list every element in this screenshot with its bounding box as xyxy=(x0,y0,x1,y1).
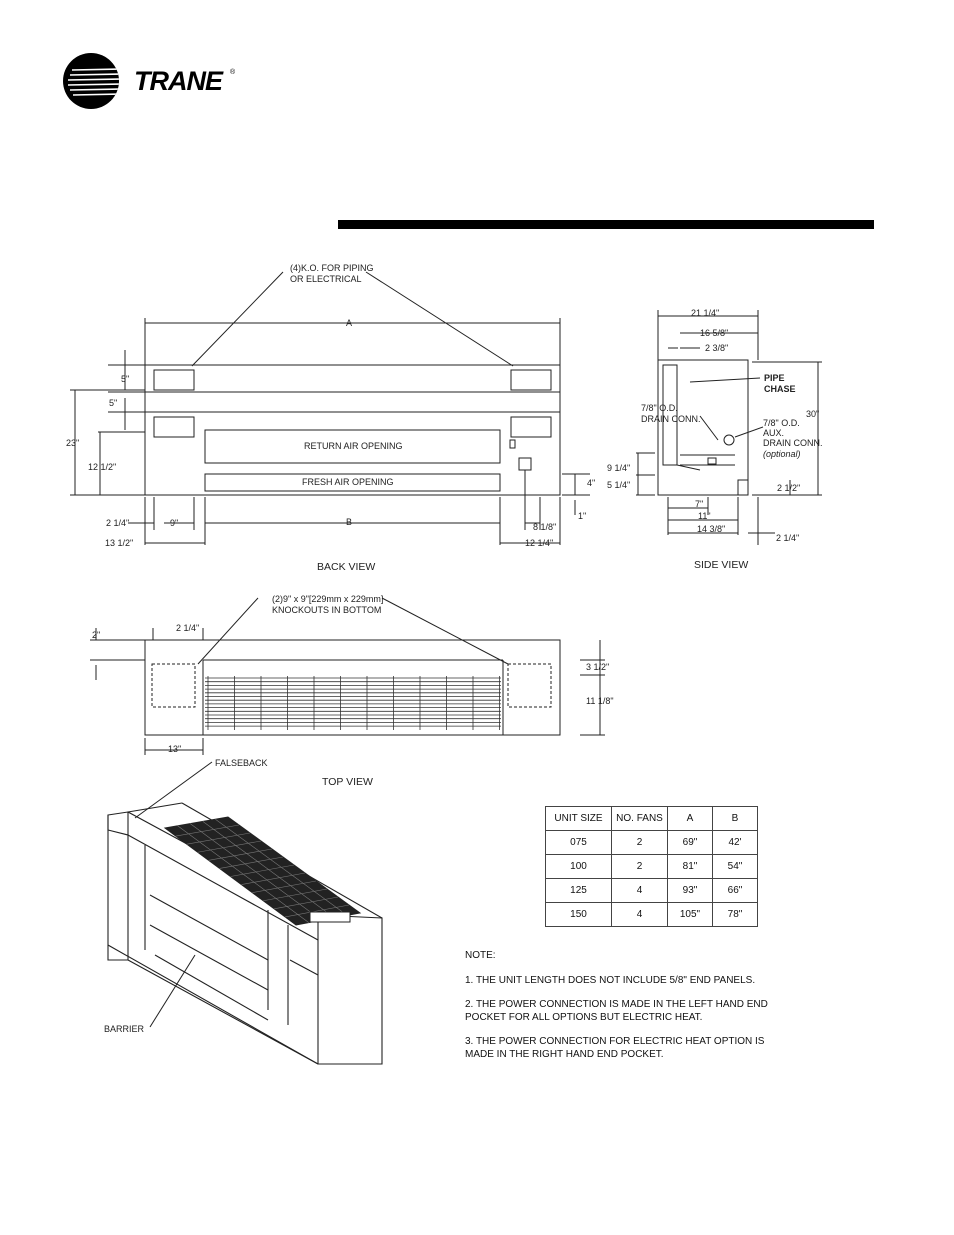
knockout-right-top xyxy=(511,370,551,390)
dim-11: 11" xyxy=(698,511,711,521)
drain-1: 7/8" O.D. xyxy=(641,403,678,413)
top-view-grille xyxy=(205,676,501,730)
unit-size-table xyxy=(545,806,758,927)
knockout-note-2: OR ELECTRICAL xyxy=(290,274,362,284)
falseback-label: FALSEBACK xyxy=(215,758,268,768)
table-cell: 54" xyxy=(713,855,758,879)
dim-23: 23" xyxy=(66,438,80,448)
dim-9-1-4: 9 1/4" xyxy=(607,463,631,473)
dim-2-1-4-left: 2 1/4" xyxy=(106,518,130,528)
dim-2-1-4-side: 2 1/4" xyxy=(776,533,800,543)
dim-7: 7" xyxy=(695,499,704,509)
knockout-note-1: (4)K.O. FOR PIPING xyxy=(290,263,374,273)
table-row xyxy=(546,903,758,927)
aux-drain-1: 7/8" O.D. xyxy=(763,418,800,428)
dim-21-1-4: 21 1/4" xyxy=(691,308,720,318)
dim-14-3-8: 14 3/8" xyxy=(697,524,726,534)
dim-5-top: 5" xyxy=(121,374,130,384)
top-knockouts-1: (2)9" x 9"[229mm x 229mm] xyxy=(272,594,384,604)
table-row xyxy=(546,831,758,855)
fresh-air-label: FRESH AIR OPENING xyxy=(302,477,394,487)
knockout-right xyxy=(511,417,551,437)
back-view-title: BACK VIEW xyxy=(317,561,376,573)
dim-9: 9" xyxy=(170,518,179,528)
control-panel xyxy=(310,912,350,922)
brand-name: TRANE xyxy=(134,66,222,96)
table-cell: 42' xyxy=(713,831,758,855)
knockout-left-top xyxy=(154,370,194,390)
dim-2-1-4-top: 2 1/4" xyxy=(176,623,200,633)
table-cell: 2 xyxy=(612,855,668,879)
table-header-cell: NO. FANS xyxy=(612,807,668,831)
aux-drain-2: AUX. xyxy=(763,428,785,438)
return-air-label: RETURN AIR OPENING xyxy=(304,441,403,451)
notes-heading: NOTE: xyxy=(465,950,496,961)
dim-12-1-2: 12 1/2" xyxy=(88,462,117,472)
dim-30: 30" xyxy=(806,409,820,419)
top-view-title: TOP VIEW xyxy=(322,776,373,788)
dim-5-1-4: 5 1/4" xyxy=(607,480,631,490)
note-1: 1. THE UNIT LENGTH DOES NOT INCLUDE 5/8" END PANELS. xyxy=(465,974,756,986)
dim-4: 4" xyxy=(587,478,596,488)
table-cell: 93" xyxy=(668,879,713,903)
table-cell: 150 xyxy=(546,903,612,927)
aux-drain-optional: (optional) xyxy=(763,449,801,459)
aux-drain-3: DRAIN CONN. xyxy=(763,438,823,448)
table-row xyxy=(546,855,758,879)
back-view-drawing xyxy=(70,272,590,545)
dim-b: B xyxy=(346,517,353,527)
aux-drain-circle xyxy=(724,435,734,445)
dim-13-1-2: 13 1/2" xyxy=(105,538,134,548)
dim-2: 2" xyxy=(92,630,101,640)
table-cell: 4 xyxy=(612,903,668,927)
dim-3-1-2: 3 1/2" xyxy=(586,662,610,672)
table-row xyxy=(546,879,758,903)
side-view-title: SIDE VIEW xyxy=(694,559,749,571)
table-cell: 125 xyxy=(546,879,612,903)
dim-13: 13" xyxy=(168,744,182,754)
dim-2-3-8: 2 3/8" xyxy=(705,343,729,353)
dim-8-1-8: 8 1/8" xyxy=(533,522,557,532)
dim-2-1-2: 2 1/2" xyxy=(777,483,801,493)
dim-16-5-8: 16 5/8" xyxy=(700,328,729,338)
table-cell: 100 xyxy=(546,855,612,879)
knockout-bottom-left xyxy=(152,664,195,707)
table-cell: 2 xyxy=(612,831,668,855)
pipe-chase-2: CHASE xyxy=(764,384,796,394)
dim-12-1-4: 12 1/4" xyxy=(525,538,554,548)
dim-5-mid: 5" xyxy=(109,398,118,408)
registered-mark: ® xyxy=(230,69,236,76)
table-cell: 78" xyxy=(713,903,758,927)
dim-11-1-8: 11 1/8" xyxy=(586,696,614,706)
table-cell: 075 xyxy=(546,831,612,855)
table-header-cell: A xyxy=(668,807,713,831)
table-header-cell: UNIT SIZE xyxy=(546,807,612,831)
table-cell: 66" xyxy=(713,879,758,903)
dim-a: A xyxy=(346,318,353,328)
barrier-label: BARRIER xyxy=(104,1024,145,1034)
table-cell: 81" xyxy=(668,855,713,879)
pipe-chase-1: PIPE xyxy=(764,373,785,383)
dim-1: 1" xyxy=(578,511,587,521)
top-knockouts-2: KNOCKOUTS IN BOTTOM xyxy=(272,605,382,615)
drain-2: DRAIN CONN. xyxy=(641,414,701,424)
note-2: 2. THE POWER CONNECTION IS MADE IN THE LEFT HAND END POCKET FOR ALL OPTIONS BUT ELECTRIC HEAT. xyxy=(465,999,768,1023)
table-cell: 69" xyxy=(668,831,713,855)
table-cell: 105" xyxy=(668,903,713,927)
top-view-drawing xyxy=(90,598,605,755)
table-cell: 4 xyxy=(612,879,668,903)
table-header-cell: B xyxy=(713,807,758,831)
notes-block xyxy=(465,950,795,1073)
knockout-bottom-right xyxy=(508,664,551,707)
note-3: 3. THE POWER CONNECTION FOR ELECTRIC HEAT OPTION IS MADE IN THE RIGHT HAND END POCKET. xyxy=(465,1036,765,1060)
table-header-row xyxy=(546,807,758,831)
knockout-left xyxy=(154,417,194,437)
